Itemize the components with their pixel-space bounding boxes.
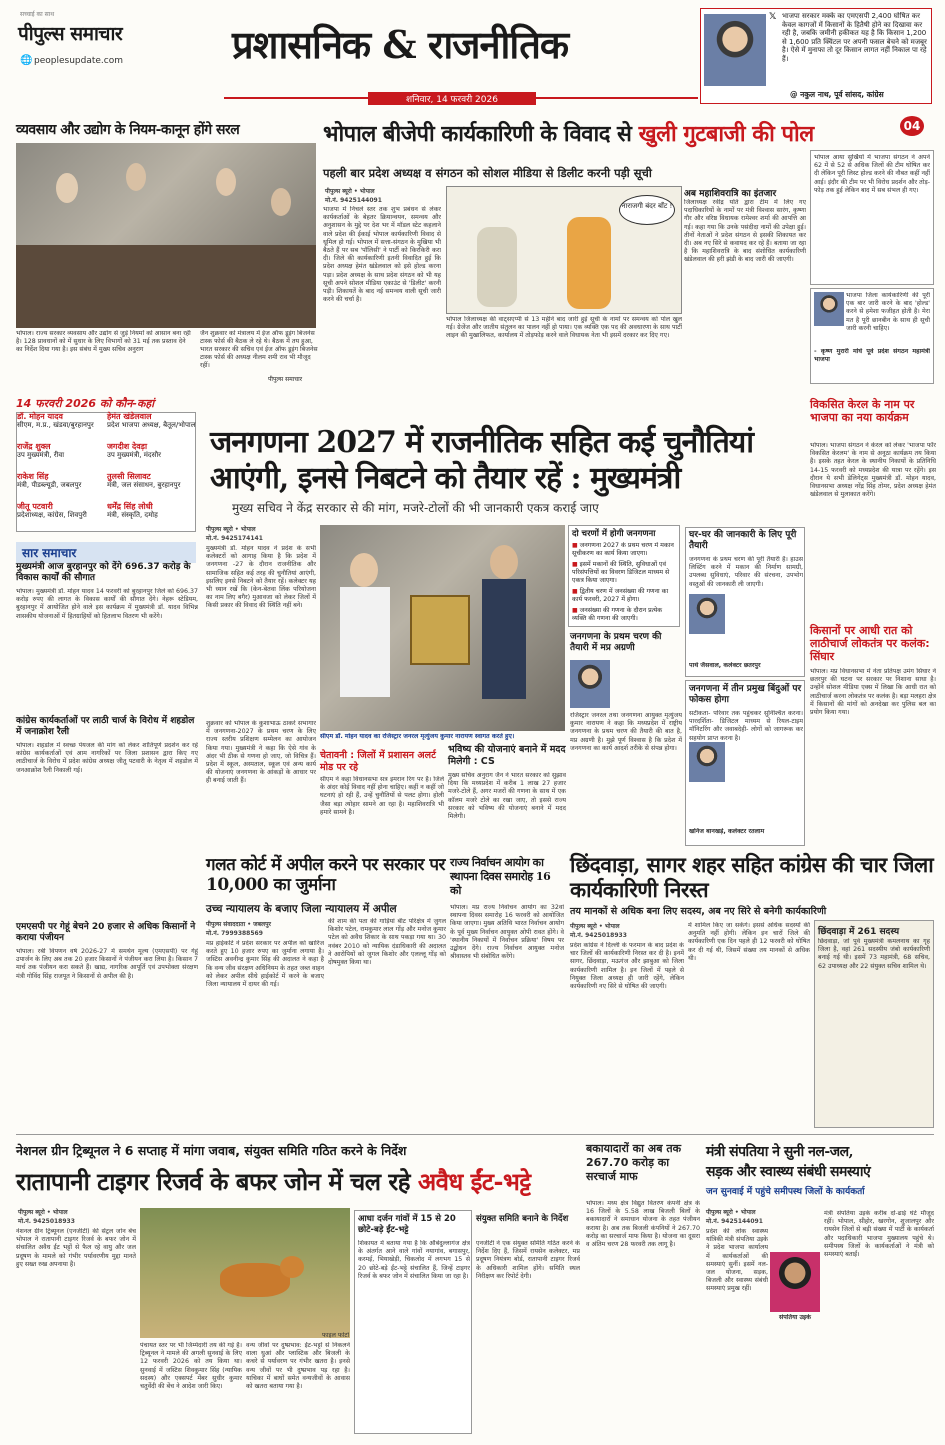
minister-headline-2: सड़क और स्वास्थ्य संबंधी समस्याएं <box>706 1164 871 1180</box>
newspaper-logo: पीपुल्स समाचार <box>18 23 123 45</box>
calendar-person-name: तुलसी सिलावट <box>107 472 151 481</box>
phase-item: ■ जनसंख्या की गणना के दौरान प्रत्येक व्यक्ति की गणना की जाएगी। <box>572 607 678 623</box>
ngt-mobile: मो.नं. 9425018933 <box>18 1218 75 1225</box>
bjp-headline-part2: खुली गुटबाजी की पोल <box>638 121 814 147</box>
committee-headline: संयुक्त समिति बनाने के निर्देश <box>476 1214 569 1224</box>
section-divider <box>16 1134 934 1135</box>
calendar-person <box>17 443 107 473</box>
calendar-box <box>16 412 196 532</box>
ngt-body-3: वन्य जीवों पर दुष्प्रभाव: ईंट-भट्टों से निकलने वाला धुआं और प्लास्टिक और बिजली के कचरे से पर्यावरण पर गंभीर खतरा है। इनसे वन्य जीवों पर भी दुष्प्रभाव पड़ रहा है। याचिका में बाघों समेत वन्यजीवों के आवास को खतरा बताया गया है। <box>246 1342 350 1391</box>
ngt-kicker: नेशनल ग्रीन ट्रिब्यूनल ने 6 सप्ताह में मांगा जवाब, संयुक्त समिति गठित करने के निर्देश <box>16 1143 407 1158</box>
election-day-headline: राज्य निर्वाचन आयोग का स्थापना दिवस समारोह 16 को <box>450 856 551 897</box>
chhindwara-headline: छिंदवाड़ा, सागर शहर सहित कांग्रेस की चार जिला कार्यकारिणी निरस्त <box>570 852 934 902</box>
calendar-person-role: मंत्री, संस्कृति, दमोह <box>107 511 158 519</box>
ngt-headline-part2: अवैध ईंट-भट्टे <box>417 1167 531 1196</box>
calendar-person-role: उप मुख्यमंत्री, मंदसौर <box>107 451 162 459</box>
phase-item: ■ द्वितीय चरण में जनसंख्या की गणना का कार्य फरवरी, 2027 में होगा। <box>572 588 678 604</box>
census-deck: मुख्य सचिव ने केंद्र सरकार से की मांग, मजरे-टोलों की भी जानकारी एकत्र कराई जाए <box>232 501 599 515</box>
brief-1-headline: मुख्यमंत्री आज बुरहानपुर को देंगे 696.37 करोड़ के विकास कार्यों की सौगात <box>16 562 191 583</box>
calendar-person-role: उप मुख्यमंत्री, रीवा <box>17 451 65 459</box>
calendar-person <box>107 413 197 443</box>
kerala-body: भोपाल। भाजपा संगठन ने केरल को लेकर 'भाजपा फॉर विकसित केरलम' के नाम से अनूठा कार्यक्रम तय किया है। इसके तहत केरल के स्थानीय निकायों के प्रतिनिधि 14-15 फरवरी को मध्यप्रदेश की यात्रा पर रहेंगे। इस दौरान ये सभी डेलिगेट्स मुख्यमंत्री डॉ. मोहन यादव, विधानसभा अध्यक्ष नरेंद्र सिंह तोमर, प्रदेश अध्यक्ष हेमंत खंडेलवाल से मुलाकात करेंगे। <box>810 442 936 499</box>
calendar-person <box>107 503 197 533</box>
chhindwara-box-headline: छिंदवाड़ा में 261 सदस्य <box>818 927 900 937</box>
business-headline: व्यवसाय और उद्योग के नियम-कानून होंगे सरल <box>16 122 240 138</box>
calendar-person-name: राकेश सिंह <box>17 472 49 481</box>
court-body-2: की शाम की पता की गाड़ियां बीट परिक्षेत्र में जुगल किशोर पटेल, रामकुमार लाल गोंड़ और मनोज कुमार पटेल को अवैध शिकार के साथ पकड़ा गया था। 30 नवंबर 2010 को न्यायिक दंडाधिकारी की अदालत ने आरोपियों को जुगल किशोर और एलल्लू गोंड़ को दोषमुक्त किया था। <box>328 918 446 967</box>
future-body: मुख्य सचिव अनुराग जैन ने भारत सरकार को सुझाव दिया कि मध्यप्रदेश में करीब 1 लाख 27 हजार मजरे-टोले हैं, अगर मजरों की गणना के साथ में एक कॉलम मजरे टोले का रखा जाए, तो इससे राज्य सरकार को भविष्य की योजनाएं बनाने में मदद मिलेगी। <box>448 772 566 821</box>
census-photo-caption: सीएम डॉ. मोहन यादव का रजिस्ट्रार जनरल मृत्युंजय कुमार नारायण स्वागत करते हुए। <box>320 733 515 740</box>
brief-2-body: भोपाल। शहडोल में स्वच्छ पेयजल की मांग को लेकर शांतिपूर्ण प्रदर्शन कर रहे कांग्रेस कार्यकर्ताओं एवं आम नागरिकों पर जिला प्रशासन द्वारा किए गए लाठीचार्ज के विरोध में प्रदेश कांग्रेस अध्यक्ष जीतू पटवारी के नेतृत्व में शहडोल में जनआक्रोश रैली निकाली गई। <box>16 742 198 774</box>
census-body-1: मुख्यमंत्री डॉ. मोहन यादव ने प्रदेश के सभी कलेक्टरों को आगाह किया है कि प्रदेश में जनगणना -27 के दौरान राजनीतिक और सामाजिक सहित कई तरह की चुनौतियां आएंगी, इसलिए इनसे निबटने को तैयार रहें। कलेक्टर यह भी ध्यान रखें कि (केन-बेतवा लिंक परियोजना का नाम लिए बगैर) मुआवजा को लेकर जिलों में किसी प्रकार की विवाद की स्थिति नहीं बने। <box>206 545 316 610</box>
phase-item: ■ इसमें मकानों की स्थिति, सुविधाओं एवं परिसंपत्तियों का विवरण डिजिटल माध्यम से एकत्र किया जाएगा। <box>572 561 678 585</box>
chhindwara-body-1: प्रदेश कांग्रेस ने दिल्ली के फरमान के बाद प्रदेश के चार जिलों की कार्यकारिणी निरस्त कर दी है। इनमें सागर, छिंदवाड़ा, मऊगंज और झाबुआ को जिला कार्यकारिणी शामिल है। इन जिलों में पहले से नियुक्त जिला अध्यक्ष ही जारी रहेंगे, लेकिन कार्यकारिणी नए सिरे से घोषित की जाएगी। <box>570 942 684 991</box>
chhindwara-mobile: मो.नं. 9425018933 <box>570 932 627 939</box>
brief-3-headline: एमएसपी पर गेहूं बेचने 20 हजार से अधिक किसानों ने कराया पंजीयन <box>16 922 196 943</box>
minister-photo-name: संपतिया उइके <box>779 1314 811 1321</box>
right-note-2-author: - कृष्ण मुरारी मोघे पूर्व प्रदेश संगठन महामंत्री भाजपा <box>814 348 930 364</box>
court-mobile: मो.नं. 7999388569 <box>206 930 263 937</box>
calendar-title: 14 फरवरी 2026 को कौन-कहां <box>16 397 155 410</box>
calendar-person <box>17 503 107 533</box>
collector-photo-1 <box>689 594 725 634</box>
three-body: सटीकता- परिवार तक पहुंचकर सुनिश्चित करना। पारदर्शिता- डिजिटल माध्यम से रियल-टाइम मॉनिटरिंग और जवाबदेही- लोगों को जागरूक कर सहयोग प्राप्त करना है। <box>689 710 803 742</box>
warning-body: सीएम ने कहा विधानसभा सत्र इमरान रिग पर है। जिले के अंदर कोई विवाद नहीं होना चाहिए। कहीं न कहीं जो घटनाएं हो रही हैं, उन्हें चुनौतियों से पलट होगा। होली जैसा बड़ा त्योहार सामने आ रहा है। महाशिवरात्रि भी हमारे सामने है। <box>320 776 444 816</box>
globe-icon: 🌐 <box>20 55 33 66</box>
census-body-2: शुक्रवार को भोपाल के कुशाभाऊ ठाकरे सभागार में जनगणना-2027 के प्रथम चरण के लिए राज्य स्तरीय प्रशिक्षण सम्मेलन का आयोजन किया गया। मुख्यमंत्री ने कहा कि ऐसे गांव के अंदर भी ठीक से गणना हो जाए, जो विचित्र हैं। प्रदेश में स्कूल, अस्पताल, स्कूल एवं अन्य कार्य की योजनाएं जनगणना के आंकड़ों के आधार पर ही बनाई जाती हैं। <box>206 720 316 785</box>
house-body: जनगणना के प्रथम चरण की पूरी तैयारी है। हाउस लिस्टिंग करने में मकान की निर्माण सामग्री, उपलब्ध सुविधाएं, परिवार की संरचना, उपभोग वस्तुओं की जानकारी ली जाएगी। <box>689 556 803 588</box>
meeting-caption-1: भोपाल। राज्य सरकार व्यवसाय और उद्योग से जुड़े नियमों को आसान बना रही है। 128 प्रावधानों को में सुधार के लिए विभागों को 31 मई तक प्रस्ताव देने का निर्देश दिया गया है। इस संबंध में मुख्य सचिव अनुराग <box>16 330 191 353</box>
farmer-body: भोपाल। मप्र विधानसभा में नेता प्रतिपक्ष उमंग सिंघार ने छतरपुर की घटना पर सरकार पर निशाना साधा है। उन्होंने सोशल मीडिया एक्स में लिखा कि आधी रात को लाठीचार्ज करना लोकतंत्र पर कलंक है। बड़ा मलहरा क्षेत्र में किसानों की मांगों को अनदेखा कर पुलिस बल का प्रयोग किया गया। <box>810 668 936 717</box>
registrar-photo <box>570 660 610 708</box>
ngt-byline: पीपुल्स ब्यूरो • भोपाल <box>18 1209 68 1216</box>
court-body-1: मप्र हाईकोर्ट ने प्रदेश सरकार पर अपील को खारिज करते हुए 10 हजार रुपए का जुर्माना लगाया है। जस्टिस अवनीन्द्र कुमार सिंह की अदालत ने कहा है कि वन्य जीव संरक्षण अधिनियम के तहत जब्त वाहन को लेकर अपील सीधे हाईकोर्ट में करने के बजाए जिला न्यायालय में दायर की गई। <box>206 940 324 989</box>
bjp-byline: पीपुल्स ब्यूरो • भोपाल <box>325 188 375 195</box>
phase-item: ■ जनगणना 2027 के प्रथम चरण में मकान सूचीकरण का कार्य किया जाएगा। <box>572 542 678 558</box>
moghe-photo <box>814 292 844 326</box>
calendar-person-role: सीएम, म.प्र., खंडवा/बुरहानपुर <box>17 421 94 429</box>
tiger-photo-caption: फाइल फोटो <box>322 1332 350 1339</box>
minister-body-1: प्रदेश की लोक स्वास्थ्य यांत्रिकी मंत्री संपतिया उइके ने प्रदेश भाजपा कार्यालय में कार्यकर्ताओं की समस्याएं सुनीं। इसमें नल-जल योजना, सड़क, बिजली और स्वास्थ्य संबंधी समस्याएं प्रमुख रहीं। <box>706 1228 768 1293</box>
calendar-person <box>17 413 107 443</box>
calendar-person-name: जगदीश देवड़ा <box>107 442 148 451</box>
calendar-person-role: मंत्री, पीडब्ल्यूडी, जबलपुर <box>17 481 82 489</box>
chhindwara-box-body: छिंदवाड़ा, जो पूर्व मुख्यमंत्री कमलनाथ का गृह जिला है, वहां 261 सदस्यीय जंबो कार्यकारिणी बनाई गई थी। इसमें 73 महामंत्री, 68 सचिव, 62 उपाध्यक्ष और 22 संयुक्त सचिव शामिल थे। <box>818 938 930 970</box>
brief-2-headline: कांग्रेस कार्यकर्ताओं पर लाठी चार्ज के विरोध में शहडोल में जनाक्रोश रैली <box>16 716 195 737</box>
bjp-cartoon <box>446 186 682 314</box>
cartoon-bubble: नाराजगी बंदर बाँट ! <box>619 195 675 225</box>
page-number: 04 <box>900 116 924 136</box>
brief-1-body: भोपाल। मुख्यमंत्री डॉ. मोहन यादव 14 फरवरी को बुरहानपुर जिले को 696.37 करोड़ रुपए की लागत के विकास कार्यों की सौगात देंगे। नेहरू स्टेडियम, बुरहानपुर में आयोजित होने वाले इस कार्यक्रम में मुख्यमंत्री डॉ. यादव विभिन्न शासकीय योजनाओं में हितग्राहियों को हितलाभ वितरण भी करेंगे। <box>16 588 198 620</box>
collector-photo-2 <box>689 742 725 782</box>
meeting-photo-credit: पीपुल्स समाचार <box>268 376 303 383</box>
ngt-body-2: पंचायत स्तर पर भी जिम्मेदारी तय की गई है। ट्रिब्यूनल ने मामले की अगली सुनवाई के लिए 12 फरवरी 2026 को तय किया था। सुनवाई में जस्टिस शिवकुमार सिंह (न्यायिक सदस्य) और एक्सपर्ट मेंबर सुधीर कुमार चतुर्वेदी की बेंच ने आदेश जारी किए। <box>140 1342 242 1391</box>
chhindwara-byline: पीपुल्स ब्यूरो • भोपाल <box>570 923 620 930</box>
first-phase-headline: जनगणना के प्रथम चरण की तैयारी में मप्र अग्रणी <box>570 632 662 653</box>
date-rule-right <box>536 97 698 99</box>
three-headline: जनगणना में तीन प्रमुख बिंदुओं पर फोकस होगा <box>689 684 802 705</box>
calendar-person-role: प्रदेशाध्यक्ष, कांग्रेस, शिवपुरी <box>17 511 87 519</box>
bjp-side-body: जिलाध्यक्ष रवींद्र यति द्वारा टीम में लिए गए पदाधिकारियों के नामों पर मंत्री विश्वास सारंग, कृष्णा गौर और वरिष्ठ विधायक रामेश्वर शर्मा की आपत्ति आ गई। कहा गया कि उनके पसंदीदा नामों की उपेक्षा हुई। तीनों नेताओं ने प्रदेश संगठन से इसकी शिकायत कर दी। अब नए सिरे से कवायद कर रहे हैं। बताया जा रहा है कि महाशिवरात्रि के बाद संशोधित कार्यकारिणी खंडेलवाल की हरी झंडी के बाद जारी की जाएगी। <box>684 199 806 264</box>
minister-mobile: मो.नं. 9425144091 <box>706 1218 763 1225</box>
calendar-person-name: राजेंद्र शुक्ल <box>17 442 51 451</box>
warning-headline <box>320 750 444 774</box>
election-day-body: भोपाल। मप्र राज्य निर्वाचन आयोग का 32वां स्थापना दिवस समारोह 16 फरवरी को आयोजित किया जाएगा। मुख्य अतिथि भारत निर्वाचन आयोग के पूर्व मुख्य निर्वाचन आयुक्त ओपी रावत होंगे। वे 'स्थानीय निकायों में निर्वाचन प्रक्रिया' विषय पर उद्बोधन देंगे। राज्य निर्वाचन आयुक्त मनोज श्रीवास्तव भी संबोधित करेंगे। <box>450 904 564 961</box>
census-mobile: मो.नं. 9425174141 <box>206 535 263 542</box>
calendar-person-name: डॉ. मोहन यादव <box>17 412 63 421</box>
x-logo-icon: 𝕏 <box>769 12 777 22</box>
meeting-caption-2: जैन शुक्रवार को मंत्रालय में ईज ऑफ डूइंग बिजनेस टास्क फोर्स की बैठक ले रहे थे। बैठक में तय हुआ, भारत सरकार की सचिव एवं ईज ऑफ डूइंग बिजनेस टास्क फोर्स की अध्यक्ष नीलम शमी राव भी मौजूद रहीं। <box>200 330 318 369</box>
right-note-2: भाजपा जिला कार्यकारिणी की पूरी एक बार जारी करने के बाद 'होल्ड' करने से हमेशा फजीहत होती है। मेरा मत है पूरी छानबीन के साथ ही सूची जारी करनी चाहिए। <box>846 292 930 332</box>
warning-headline-text: चेतावनी : जिलों में प्रशासन अलर्ट मोड पर रहे <box>320 750 436 773</box>
right-note-1: भोपाल आया सुर्खियों में भाजपा संगठन ने अपने 62 में से 52 से अधिक जिलों की टीम घोषित कर दी लेकिन पूरी लिस्ट होल्ड करने की नौबत कहीं नहीं आई। इंदौर की टीम पर भी विरोध प्रदर्शन और तोड़-फोड़ तक हुई लेकिन बाद में सब संभल ही गए। <box>814 154 930 194</box>
bjp-mobile: मो.नं. 9425144091 <box>325 197 382 204</box>
court-headline: गलत कोर्ट में अपील करने पर सरकार पर 10,000 का जुर्माना <box>206 855 446 895</box>
brick-kiln-headline: आधा दर्जन गांवों में 15 से 20 छोटे-बड़े ईंट-भट्टे <box>358 1214 456 1235</box>
bjp-body-2: भोपाल जिलाध्यक्ष की वाट्सएप्पी से 13 महीने बाद जारी हुई सूची के नामों पर समन्वय को पोल खुल गई। ग्रेजेंज और जातीय संतुलन का पालन नहीं हो पाया। एक व्यक्ति एक पद की अवधारणा के साथ पार्टी लाइन की मुखालिफत, कार्यालय में तोड़फोड़ करने वाले विधायक नेता भी इसमें दरकार कर दिए गए। <box>446 316 682 340</box>
brick-kiln-body: शिकायत में बताया गया है कि औबेदुल्लागंज क्षेत्र के अंतर्गत आने वाले गांवों नयागांव, बगासपुर, करमई, भियाखेड़ी, चिकलोद में लगभग 15 से 20 छोटे-बड़े ईंट-भट्टे संचालित हैं, जिन्हें टाइगर रिजर्व के बफर जोन में संचालित किया जा रहा है। <box>358 1240 470 1280</box>
calendar-person <box>107 473 197 503</box>
census-photo <box>320 525 565 731</box>
bjp-body-1: भाजपा में निचले स्तर तक शुभ प्रबंधन से लेकर कार्यकर्ताओं के बेहतर क्रियान्वयन, समन्वय और अनुशासन के मुद्दे पर देश भर में मॉडल स्टेट कहलाने वाले प्रदेश की ईकाई भोपाल कार्यकारिणी विवाद से धूमिल हो गई। भोपाल में सत्ता-संगठन के मुखिया भी बैठते हैं पर सब 'पॉलिसी' ने पार्टी को किरकिरी करा दी। जिले की कार्यकारिणी इतनी विवादित हुई कि प्रदेश अध्यक्ष हेमंत खंडेलवाल को इसे होल्ड करना पड़ा। प्रदेश अध्यक्ष के साथ प्रदेश संगठन को भी यह सूची अपने सोशल मीडिया एकाउंट से 'डिलीट' करनी पड़ी। शिकायतें के बाद नई समन्वय वाली सूची जारी करने की चर्चा है। <box>323 206 441 304</box>
ngt-headline <box>16 1165 531 1198</box>
committee-body: एनजीटी ने एक संयुक्त समिति गठित करने के निर्देश दिए हैं, जिसमें रायसेन कलेक्टर, मप्र प्रदूषण नियंत्रण बोर्ड, रातापानी टाइगर रिजर्व के अधिकारी शामिल होंगे। समिति स्थल निरीक्षण कर रिपोर्ट देगी। <box>476 1240 580 1280</box>
bjp-headline <box>323 118 933 148</box>
phases-list <box>572 542 678 626</box>
tiger-photo <box>140 1208 350 1338</box>
calendar-person <box>107 443 197 473</box>
bjp-headline-part1: भोपाल बीजेपी कार्यकारिणी के विवाद से <box>323 121 639 147</box>
tweet-author: @ नकुल नाथ, पूर्व सांसद, कांग्रेस <box>790 90 884 99</box>
first-phase-body: रजिस्ट्रार जनरल तथा जनगणना आयुक्त मृत्युंजय कुमार नारायण ने कहा कि मध्यप्रदेश में राष्ट्रीय जनगणना के प्रथम चरण की तैयारी की बात है, मप्र अग्रणी है। मुझे पूर्ण विश्वास है कि प्रदेश में जनगणना का कार्य आदर्श तरीके से संपन्न होगा। <box>570 712 682 752</box>
ngt-headline-part1: रातापानी टाइगर रिजर्व के बफर जोन में चल रहे <box>16 1167 418 1196</box>
minister-body-2: मंत्री संपतिया उइके करीब दो-ढाई घंटे मौजूद रहीं। भोपाल, सीहोर, खरगोन, शुजालपुर और रायसेन जिलों से बड़ी संख्या में पार्टी के कार्यकर्ता और पदाधिकारी भाजपा मुख्यालय पहुंचे थे। समीपस्थ जिलों के कार्यकर्ताओं ने मंत्री को समस्याएं बताईं। <box>824 1210 934 1259</box>
calendar-person-role: प्रदेश भाजपा अध्यक्ष, बैतूल/भोपाल <box>107 421 196 429</box>
logo-tagline: सच्चाई का साथ <box>20 11 55 18</box>
surcharge-headline: बकायादारों का अब तक 267.70 करोड़ का सरचार्ज माफ <box>586 1142 682 1183</box>
house-author: पार्थ जैसवाल, कलेक्टर छतरपुर <box>689 662 761 669</box>
ngt-body-1: नेशनल ग्रीन ट्रिब्यूनल (एनजीटी) की सेंट्रल जोन बेंच भोपाल ने रातापानी टाइगर रिजर्व के बफर जोन में संचालित अवैध ईंट भट्टों से फैल रहे वायु और जल प्रदूषण के मामले को गंभीर पर्यावरणीय मुद्दा मानते हुए सख्त रुख अपनाया है। <box>16 1228 136 1268</box>
three-author: खनिज बानखड़े, कलेक्टर रतलाम <box>689 828 765 835</box>
kerala-headline: विकसित केरल के नाम पर भाजपा का नया कार्यक्रम <box>810 398 915 424</box>
census-byline: पीपुल्स ब्यूरो • भोपाल <box>206 526 256 533</box>
court-deck: उच्च न्यायालय के बजाए जिला न्यायालय में अपील <box>206 903 397 915</box>
meeting-photo <box>16 143 316 328</box>
chhindwara-body-2: में शामिल किए जा सकेंगे। इससे अधिक सदस्यों की अनुमति नहीं होगी। लेकिन इन चारों जिले की कार्यकारिणी एक दिन पहले ही 12 फरवरी को घोषित कर दी गई थी, जिसमें संख्या तय मानकों से अधिक थी। <box>688 922 810 962</box>
minister-photo <box>770 1252 820 1312</box>
calendar-person-name: जीतू पटवारी <box>17 502 53 511</box>
census-headline-1: जनगणना 2027 में राजनीतिक सहित कई चुनौतियां <box>210 425 754 460</box>
news-brief-title: सार समाचार <box>16 542 196 563</box>
census-headline-2: आएंगी, इनसे निबटने को तैयार रहें : मुख्यमंत्री <box>210 461 681 496</box>
future-headline: भविष्य की योजनाएं बनाने में मदद मिलेगी : CS <box>448 744 566 767</box>
surcharge-body: भोपाल। मध्य क्षेत्र विद्युत वितरण कंपनी क्षेत्र के 16 जिलों के 5.58 लाख बिजली बिलों के बकायादारों ने समाधान योजना के तहत पंजीयन कराया है। अब तक बिजली कंपनियों ने 267.70 करोड़ का सरचार्ज माफ किया है। योजना का दूसरा व अंतिम चरण 28 फरवरी तक लागू है। <box>586 1200 700 1249</box>
tweet-text: भाजपा सरकार मक्के का एमएसपी 2,400 घोषित कर केवल कागजों में किसानों के हितैषी होने का दिखावा कर रही है, जबकि जमीनी हकीकत यह है कि किसान 1,200 से 1,600 प्रति क्विंटल पर अपनी फसल बेचने को मजबूर है। ऐसे में मुनाफा तो दूर किसान लागत नहीं निकाल पा रहे हैं। <box>782 12 927 63</box>
calendar-person-name: हेमंत खंडेलवाल <box>107 412 152 421</box>
court-byline: पीपुल्स संवाददाता • जबलपुर <box>206 921 271 928</box>
tweet-portrait <box>704 14 766 86</box>
house-headline: घर-घर की जानकारी के लिए पूरी तैयारी <box>689 530 797 551</box>
bjp-side-head: अब महाशिवरात्रि का इंतजार <box>684 189 777 199</box>
minister-deck: जन सुनवाई में पहुंचे समीपस्थ जिलों के कार्यकर्ता <box>706 1187 865 1197</box>
chhindwara-deck: तय मानकों से अधिक बना लिए सदस्य, अब नए सिरे से बनेगी कार्यकारिणी <box>570 906 827 917</box>
bjp-deck: पहली बार प्रदेश अध्यक्ष व संगठन को सोशल मीडिया से डिलीट करनी पड़ी सूची <box>323 166 652 180</box>
calendar-person <box>17 473 107 503</box>
date-rule-left <box>224 97 368 99</box>
minister-headline-1: मंत्री संपतिया ने सुनी नल-जल, <box>706 1144 853 1160</box>
calendar-person-role: मंत्री, जल संसाधन, बुरहानपुर <box>107 481 181 489</box>
brief-3-body: भोपाल। रबी विपणन वर्ष 2026-27 में समर्थन मूल्य (एमएसपी) पर गेहूं उपार्जन के लिए अब तक 20 हजार किसानों ने पंजीयन करा लिया है। किसान 7 मार्च तक पंजीयन करा सकते हैं। खाद्य, नागरिक आपूर्ति एवं उपभोक्ता संरक्षण मंत्री गोविंद सिंह राजपूत ने किसानों से अपील की है। <box>16 948 198 980</box>
section-title: प्रशासनिक & राजनीतिक <box>232 22 569 67</box>
calendar-person-name: धर्मेंद्र सिंह लोधी <box>107 502 153 511</box>
site-url[interactable]: peoplesupdate.com <box>34 56 123 66</box>
farmer-headline: किसानों पर आधी रात को लाठीचार्ज लोकतंत्र पर कलंक: सिंघार <box>810 624 930 663</box>
minister-byline: पीपुल्स ब्यूरो • भोपाल <box>706 1209 756 1216</box>
phases-headline: दो चरणों में होगी जनगणना <box>572 529 656 539</box>
edition-date: शनिवार, 14 फरवरी 2026 <box>368 92 536 105</box>
